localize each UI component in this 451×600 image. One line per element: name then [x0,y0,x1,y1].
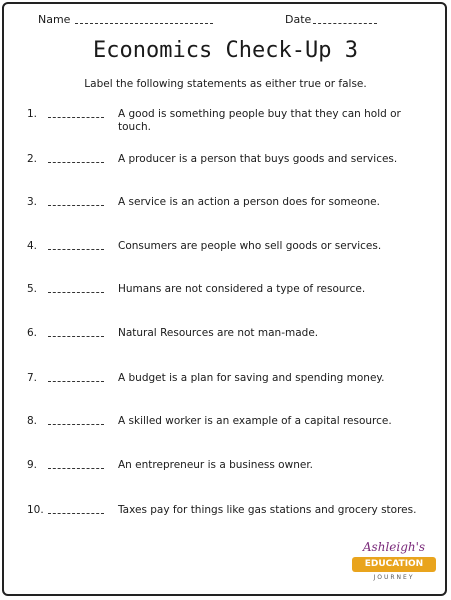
answer-blank[interactable] [48,249,104,250]
question-text: An entrepreneur is a business owner. [118,459,314,471]
answer-blank[interactable] [48,205,104,206]
question-text: A budget is a plan for saving and spending money. [118,372,385,384]
logo-sub-text: JOURNEY [373,574,415,581]
answer-blank[interactable] [48,336,104,337]
question-text: Humans are not considered a type of resource. [118,283,366,295]
name-field-line[interactable] [75,23,213,24]
instructions: Label the following statements as either true or false. [84,78,367,90]
question-number: 4. [27,240,38,252]
logo-script-text: Ashleigh's [362,540,426,554]
worksheet-title: Economics Check-Up 3 [93,38,358,63]
answer-blank[interactable] [48,162,104,163]
name-label: Name [38,13,71,26]
answer-blank[interactable] [48,292,104,293]
question-number: 7. [27,372,38,384]
answer-blank[interactable] [48,381,104,382]
answer-blank[interactable] [48,468,104,469]
logo-band-text: EDUCATION [352,557,436,572]
question-text: Taxes pay for things like gas stations and grocery stores. [118,504,417,516]
question-number: 1. [27,108,38,120]
question-text: Consumers are people who sell goods or services. [118,240,382,252]
brand-logo [350,540,438,588]
question-number: 6. [27,327,38,339]
question-number: 10. [27,504,44,516]
question-text: A service is an action a person does for someone. [118,196,380,208]
date-field-line[interactable] [313,23,377,24]
question-text: A good is something people buy that they can hold or touch. [118,108,401,133]
date-label: Date [285,13,312,26]
question-number: 2. [27,153,38,165]
answer-blank[interactable] [48,424,104,425]
question-number: 8. [27,415,38,427]
question-number: 5. [27,283,38,295]
question-text: A skilled worker is an example of a capital resource. [118,415,392,427]
question-number: 9. [27,459,38,471]
question-number: 3. [27,196,38,208]
question-text: Natural Resources are not man-made. [118,327,319,339]
answer-blank[interactable] [48,513,104,514]
question-text: A producer is a person that buys goods and services. [118,153,398,165]
answer-blank[interactable] [48,117,104,118]
